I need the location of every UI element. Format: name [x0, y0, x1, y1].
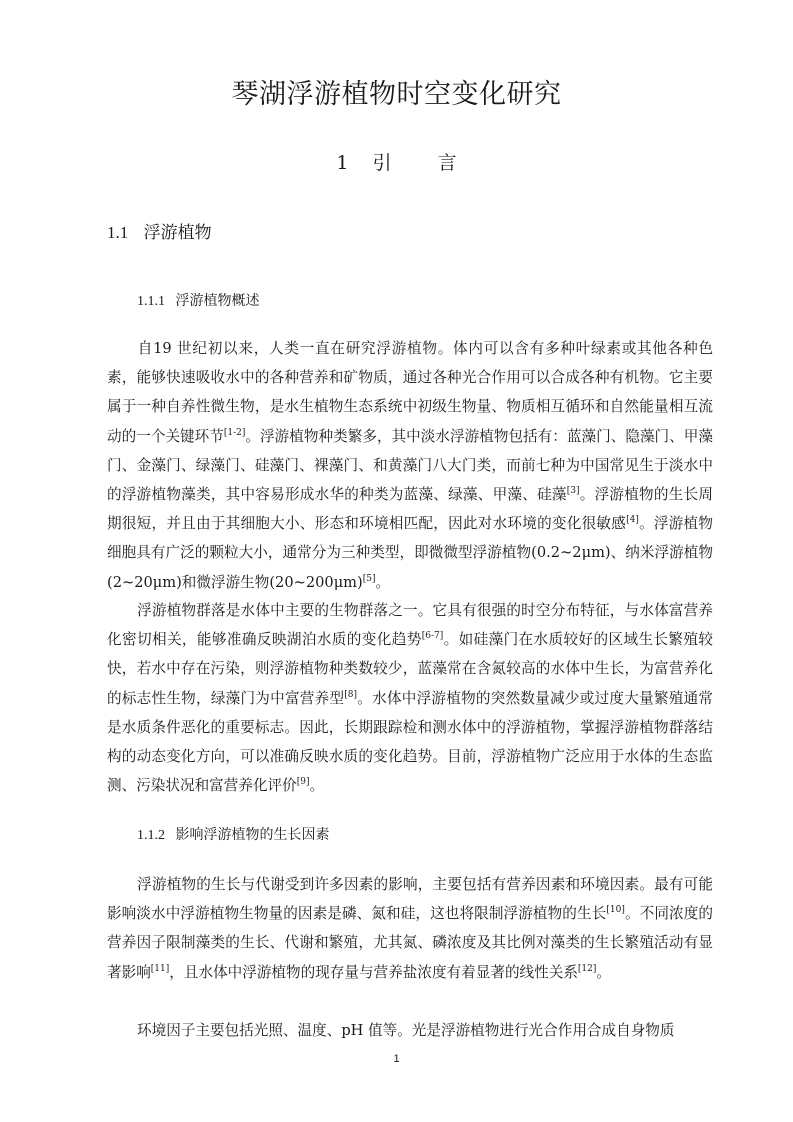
citation: [12]: [577, 963, 597, 974]
text-run: ，且水体中浮游植物的现存量与营养盐浓度有着显著的线性关系: [169, 963, 578, 981]
text-run: 。: [596, 963, 612, 981]
page-number: 1: [393, 1053, 400, 1065]
subsection-title: 影响浮游植物的生长因素: [175, 827, 330, 843]
citation: [3]: [566, 486, 580, 497]
text-run: 。: [309, 777, 325, 795]
citation: [5]: [362, 573, 376, 584]
chapter-number: 1: [336, 152, 349, 174]
paragraph-community: [107, 596, 713, 800]
text-run: 浮游植物的生长与代谢受到许多因素的影响，主要包括有营养因素和环境因素。最有可能影响淡水中浮游植物生物量的因素是磷、氮和硅，这也将限制浮游植物的生长: [107, 876, 713, 923]
text-run: 。不同浓度的营养因子限制藻类的生长、代谢和繁殖，尤其氮、磷浓度及其比例对藻类的生长繁殖活动有显著影响: [107, 905, 713, 981]
citation: [6-7]: [421, 631, 444, 642]
citation: [4]: [626, 515, 639, 526]
subsection-heading-1: [137, 290, 259, 310]
citation: [8]: [344, 689, 358, 700]
text-run: 。如硅藻门在水质较好的区域生长繁殖较快，若水中存在污染，则浮游植物种类数较少，蓝藻常在含氮较高的水体中生长，为富营养化的标志性生物，绿藻门为中富营养型: [107, 631, 713, 707]
subsection-heading-2: [137, 824, 329, 844]
section-heading: [107, 218, 212, 243]
text-run: 自19 世纪初以来，人类一直在研究浮游植物。体内可以含有多种叶绿素或其他各种色素，能够快速吸收水中的各种营养和矿物质，通过各种光合作用可以合成各种有机物。它主要属于一种自养性微生物，是水生植物生态系统中初级生物量、物质相互循环和自然能量相互流动的一个关键环节: [107, 340, 713, 445]
text-run: 。浮游植物种类繁多，其中淡水浮游植物包括有：蓝藻门、隐藻门、甲藻门、金藻门、绿藻门、硅藻门、裸藻门、和黄藻门八大门类，而前七种为中国常见生于淡水中的浮游植物藻类，其中容易形成水华的种类为蓝藻、绿藻、甲藻、硅藻: [107, 427, 713, 504]
text-run: 。浮游植物的生长周期很短，并且由于其细胞大小、形态和环境相匹配，因此对水环境的变化很敏感: [107, 486, 713, 533]
citation: [1-2]: [223, 427, 246, 438]
citation: [9]: [296, 777, 310, 788]
paragraph-growth-factors: [107, 870, 713, 987]
citation: [11]: [150, 963, 170, 974]
subsection-number: 1.1.2: [137, 828, 165, 843]
citation: [10]: [606, 905, 625, 916]
paragraph-environment: [107, 1016, 713, 1046]
section-title: 浮游植物: [143, 223, 212, 243]
document-title: 琴湖浮游植物时空变化研究: [231, 79, 562, 110]
subsection-number: 1.1.1: [137, 294, 165, 309]
subsection-title: 浮游植物概述: [175, 293, 260, 309]
chapter-title-char-2: 言: [437, 152, 457, 174]
paragraph-overview: [107, 334, 713, 597]
text-run: 。水体中浮游植物的突然数量减少或过度大量繁殖通常是水质条件恶化的重要标志。因此，长期跟踪检和测水体中的浮游植物，掌握浮游植物群落结构的动态变化方向，可以准确反映水质的变化趋势。目前，浮游植物广泛应用于水体的生态监测、污染状况和富营养化评价: [107, 689, 713, 795]
text-run: 。: [375, 573, 391, 591]
text-run: 浮游植物群落是水体中主要的生物群落之一。它具有很强的时空分布特征，与水体富营养化密切相关，能够准确反映湖泊水质的变化趋势: [107, 602, 713, 649]
chapter-heading: [0, 148, 793, 175]
text-run: 环境因子主要包括光照、温度、pH 值等。光是浮游植物进行光合作用合成自身物质: [137, 1022, 675, 1039]
chapter-title-char-1: 引: [372, 152, 392, 174]
section-number: 1.1: [107, 223, 129, 242]
text-run: 。浮游植物细胞具有广泛的颗粒大小，通常分为三种类型，即微微型浮游植物(0.2~2μm)、纳米浮游植物(2~20μm)和微浮游生物(20~200μm): [107, 515, 713, 591]
